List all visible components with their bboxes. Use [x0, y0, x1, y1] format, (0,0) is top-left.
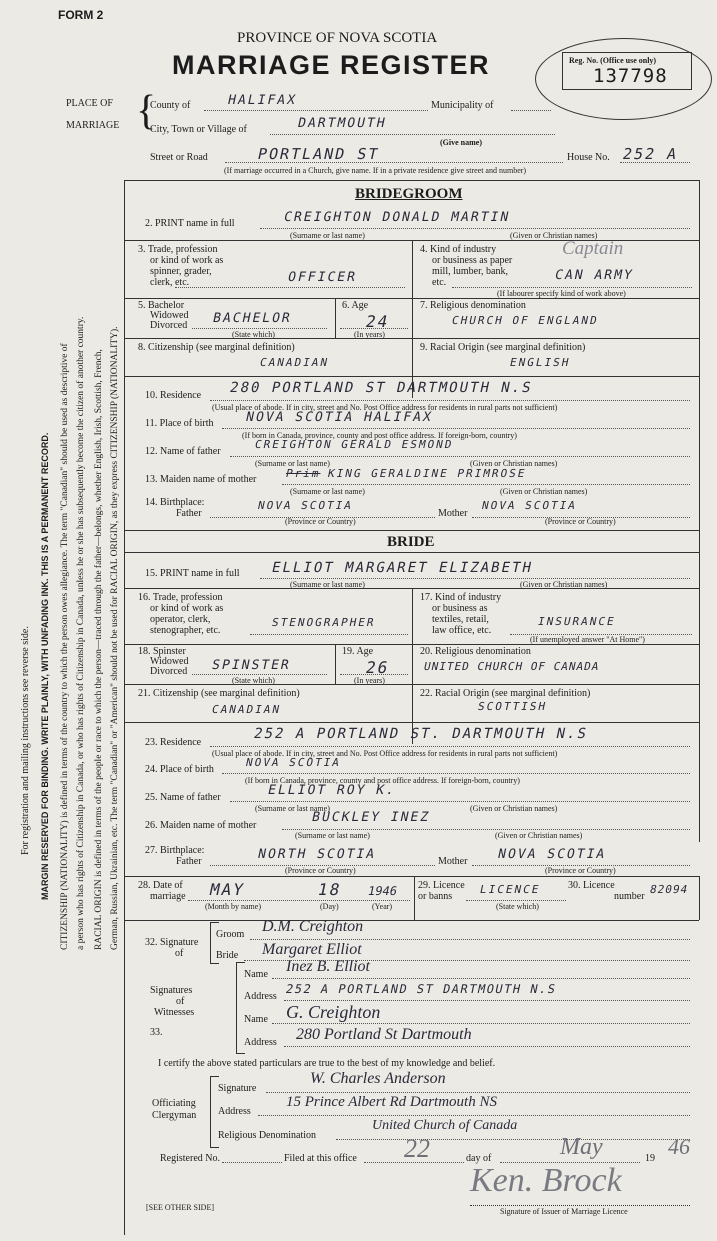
bride-heading: BRIDE	[387, 534, 435, 550]
issuer-signature: Ken. Brock	[470, 1162, 622, 1199]
bride-name-label: 15. PRINT name in full	[145, 568, 240, 579]
groom-religion: CHURCH OF ENGLAND	[450, 314, 600, 327]
groom-name: CREIGHTON DONALD MARTIN	[282, 210, 512, 225]
bride-mother-birthplace: NOVA SCOTIA	[496, 847, 608, 862]
marriage-year-hint: (Year)	[372, 902, 393, 911]
w2-name-label: Name	[244, 1014, 268, 1025]
registered-label: Registered No.	[160, 1153, 220, 1164]
bride-birthplace-father-label: Father	[176, 856, 202, 867]
witness-label-a: Signatures	[150, 985, 193, 996]
sig-label-b: of	[175, 948, 184, 959]
licence-label-a: 29. Licence	[418, 880, 465, 891]
bride-trade-label-b: or kind of work as	[150, 603, 224, 614]
bride-residence: 252 A PORTLAND ST. DARTMOUTH N.S	[252, 726, 590, 742]
groom-industry-hint: (If labourer specify kind of work above)	[497, 289, 626, 298]
bride-trade-label-a: 16. Trade, profession	[138, 592, 223, 603]
brace-icon: {	[136, 88, 157, 134]
groom-birth-label: 11. Place of birth	[145, 418, 214, 429]
clergy-address: 15 Prince Albert Rd Dartmouth NS	[286, 1094, 497, 1110]
bride-trade-label-c: operator, clerk,	[150, 614, 211, 625]
groom-residence-hint: (Usual place of abode. If in city, street and No. Post Office address for residents in rural parts not sufficient)	[212, 403, 558, 412]
give-name-hint: (Give name)	[440, 138, 482, 147]
groom-trade-label-d: clerk, etc.	[150, 277, 190, 288]
bride-citizenship: CANADIAN	[210, 703, 283, 716]
clergy-label-b: Clergyman	[152, 1110, 197, 1121]
groom-heading: BRIDEGROOM	[355, 186, 463, 202]
stamp-oval	[535, 38, 712, 120]
groom-given-hint: (Given or Christian names)	[510, 231, 598, 240]
w2-name: G. Creighton	[286, 1002, 381, 1022]
bride-birth: NOVA SCOTIA	[244, 756, 343, 769]
margin-line-5: RACIAL ORIGIN is defined in terms of the people or race to which the person—traced through the father—belongs, whether English, Irish, Scottish, French,	[94, 349, 104, 950]
groom-mother-label: 13. Maiden name of mother	[145, 474, 257, 485]
bride-father-given-hint: (Given or Christian names)	[470, 804, 558, 813]
bride-industry-label-c: textiles, retail,	[432, 614, 489, 625]
place-note: (If marriage occurred in a Church, give name. If in a private residence give street and number)	[224, 166, 527, 175]
bride-status-label-c: Divorced	[150, 666, 188, 677]
bride-racial: SCOTTISH	[476, 700, 549, 713]
groom-age-label: 6. Age	[342, 300, 369, 311]
bride-industry-label-b: or business as	[432, 603, 488, 614]
groom-trade-label-b: or kind of work as	[150, 255, 224, 266]
witness-number: 33.	[150, 1027, 163, 1038]
groom-citizenship: CANADIAN	[258, 356, 331, 369]
county-value: HALIFAX	[226, 93, 299, 108]
groom-age: 24	[363, 312, 392, 331]
groom-trade-label-a: 3. Trade, profession	[138, 244, 218, 255]
margin-line-2: MARGIN RESERVED FOR BINDING. WRITE PLAINLY, WITH UNFADING INK. THIS IS A PERMANENT RECORD.	[40, 432, 50, 900]
bride-birthplace-mother-label: Mother	[438, 856, 468, 867]
groom-trade: OFFICER	[286, 270, 359, 285]
bride-racial-label: 22. Racial Origin (see marginal definition)	[420, 688, 591, 699]
bride-given-hint: (Given or Christian names)	[520, 580, 608, 589]
filed-month: May	[560, 1134, 603, 1160]
groom-mother-birthplace: NOVA SCOTIA	[480, 499, 579, 512]
groom-in-years: (In years)	[354, 330, 385, 339]
groom-industry-label-d: etc.	[432, 277, 447, 288]
clergy-sig-label: Signature	[218, 1083, 257, 1094]
marriage-date-label-b: marriage	[150, 891, 186, 902]
w2-address: 280 Portland St Dartmouth	[296, 1026, 472, 1043]
clergy-address-label: Address	[218, 1106, 251, 1117]
groom-mother-struck: Prim	[284, 467, 322, 480]
marriage-date-label-a: 28. Date of	[138, 880, 183, 891]
form-number: FORM 2	[58, 8, 104, 22]
bride-industry-label-a: 17. Kind of industry	[420, 592, 502, 603]
groom-status-label-b: Widowed	[150, 310, 189, 321]
bride-surname-hint: (Surname or last name)	[290, 580, 365, 589]
witness-label-b: of	[176, 996, 185, 1007]
licence-number-label-b: number	[614, 891, 645, 902]
groom-sig-label: Groom	[216, 929, 245, 940]
groom-industry-2: CAN ARMY	[553, 268, 636, 283]
groom-status-label-a: 5. Bachelor	[138, 300, 185, 311]
groom-state-which: (State which)	[232, 330, 275, 339]
bride-father-prov-hint: (Province or Country)	[285, 866, 356, 875]
bride-mother-given-hint: (Given or Christian names)	[495, 831, 583, 840]
groom-mother-prov-hint: (Province or Country)	[545, 517, 616, 526]
filed-year: 46	[668, 1134, 690, 1159]
w1-address: 252 A PORTLAND ST DARTMOUTH N.S	[284, 982, 558, 996]
bride-state-which: (State which)	[232, 676, 275, 685]
groom-religion-label: 7. Religious denomination	[420, 300, 526, 311]
bride-mother-surname-hint: (Surname or last name)	[295, 831, 370, 840]
bride-father: ELLIOT ROY K.	[266, 783, 398, 798]
bride-sig-label: Bride	[216, 950, 239, 961]
groom-status-label-c: Divorced	[150, 320, 188, 331]
sig-label-a: 32. Signature	[145, 937, 199, 948]
groom-father-given-hint: (Given or Christian names)	[470, 459, 558, 468]
groom-birth: NOVA SCOTIA HALIFAX	[244, 410, 435, 425]
municipality-label: Municipality of	[431, 100, 494, 111]
bride-birth-label: 24. Place of birth	[145, 764, 214, 775]
clergy-religion-label: Religious Denomination	[218, 1130, 317, 1141]
licence-value: LICENCE	[478, 883, 542, 896]
marriage-day-hint: (Day)	[320, 902, 339, 911]
county-label: County of	[150, 100, 191, 111]
bride-mother-prov-hint: (Province or Country)	[545, 866, 616, 875]
bride-in-years: (In years)	[354, 676, 385, 685]
bride-age-label: 19. Age	[342, 646, 374, 657]
w1-name-label: Name	[244, 969, 268, 980]
clergy-label-a: Officiating	[152, 1098, 196, 1109]
groom-surname-hint: (Surname or last name)	[290, 231, 365, 240]
bride-residence-hint: (Usual place of abode. If in city, street and No. Post Office address for residents in rural parts not sufficient)	[212, 749, 558, 758]
groom-mother-given-hint: (Given or Christian names)	[500, 487, 588, 496]
bride-citizenship-label: 21. Citizenship (see marginal definition)	[138, 688, 300, 699]
filed-label: Filed at this office	[284, 1153, 357, 1164]
bride-mother-label: 26. Maiden name of mother	[145, 820, 257, 831]
w1-address-label: Address	[244, 991, 277, 1002]
bride-signature: Margaret Elliot	[262, 941, 362, 958]
certify-text: I certify the above stated particulars are true to the best of my knowledge and belief.	[158, 1058, 496, 1069]
bride-status-label-b: Widowed	[150, 656, 189, 667]
groom-racial-label: 9. Racial Origin (see marginal definition)	[420, 342, 586, 353]
groom-industry-label-a: 4. Kind of industry	[420, 244, 497, 255]
groom-birthplace-father-label: Father	[176, 508, 202, 519]
bride-industry-hint: (If unemployed answer "At Home")	[530, 635, 645, 644]
groom-industry-1: Captain	[562, 238, 624, 259]
marriage-month-hint: (Month by name)	[205, 902, 261, 911]
margin-line-6: German, Russian, Ukrainian, etc. The term "Canadian" or "American" should not be used for RACIAL ORIGIN, as they express CITIZENSHIP (NATIONALITY).	[110, 326, 120, 950]
groom-industry-label-b: or business as paper	[432, 255, 513, 266]
clergy-religion: United Church of Canada	[372, 1118, 518, 1133]
groom-father-birthplace: NOVA SCOTIA	[256, 499, 355, 512]
margin-line-4: a person who has rights of Citizenship in Canada, or who has rights of Citizenship in Canada, unless he or she has subsequently become the citizen of another country.	[76, 316, 86, 950]
street-value: PORTLAND ST	[256, 145, 382, 163]
licence-label-b: or banns	[418, 891, 453, 902]
marriage-day: 18	[315, 880, 344, 899]
groom-father-label: 12. Name of father	[145, 446, 221, 457]
groom-birth-hint: (If born in Canada, province, county and post office address. If foreign-born, country)	[242, 431, 517, 440]
house-value: 252 A	[621, 145, 681, 163]
bride-status-label-a: 18. Spinster	[138, 646, 186, 657]
bride-status: SPINSTER	[210, 658, 293, 673]
page-title: MARRIAGE REGISTER	[172, 50, 491, 80]
bride-birth-hint: (If born in Canada, province, county and post office address. If foreign-born, country)	[245, 776, 520, 785]
groom-status: BACHELOR	[211, 311, 294, 326]
city-value: DARTMOUTH	[296, 116, 389, 131]
groom-racial: ENGLISH	[508, 356, 572, 369]
street-label: Street or Road	[150, 152, 208, 163]
bride-name: ELLIOT MARGARET ELIZABETH	[270, 560, 535, 576]
groom-birthplace-mother-label: Mother	[438, 508, 468, 519]
groom-mother: KING GERALDINE PRIMROSE	[326, 467, 528, 480]
margin-line-3: CITIZENSHIP (NATIONALITY) is defined in terms of the country to which the person owes allegiance. The term "Canadian" should be used as descriptive of	[60, 343, 70, 950]
year-prefix: 19	[645, 1153, 655, 1164]
bride-father-surname-hint: (Surname or last name)	[255, 804, 330, 813]
marriage-month: MAY	[207, 880, 247, 899]
bride-industry: INSURANCE	[536, 615, 617, 628]
w2-address-label: Address	[244, 1037, 277, 1048]
bride-birthplace-label: 27. Birthplace:	[145, 845, 205, 856]
groom-trade-label-c: spinner, grader,	[150, 266, 212, 277]
bride-religion-label: 20. Religious denomination	[420, 646, 531, 657]
groom-father-prov-hint: (Province or Country)	[285, 517, 356, 526]
groom-name-label: 2. PRINT name in full	[145, 218, 235, 229]
groom-birthplace-label: 14. Birthplace:	[145, 497, 205, 508]
bride-industry-label-d: law office, etc.	[432, 625, 492, 636]
bride-age: 26	[363, 658, 392, 677]
groom-industry-label-c: mill, lumber, bank,	[432, 266, 508, 277]
day-of-label: day of	[466, 1153, 492, 1164]
bride-mother: BUCKLEY INEZ	[310, 810, 432, 825]
groom-father: CREIGHTON GERALD ESMOND	[253, 438, 455, 451]
licence-hint: (State which)	[496, 902, 539, 911]
province-title: PROVINCE OF NOVA SCOTIA	[237, 30, 438, 46]
bride-trade: STENOGRAPHER	[270, 616, 377, 629]
witness-label-c: Witnesses	[154, 1007, 195, 1018]
filed-day: 22	[404, 1134, 430, 1163]
bride-father-label: 25. Name of father	[145, 792, 221, 803]
bride-trade-label-d: stenographer, etc.	[150, 625, 221, 636]
groom-mother-surname-hint: (Surname or last name)	[290, 487, 365, 496]
groom-residence: 280 PORTLAND ST DARTMOUTH N.S	[228, 380, 535, 396]
reg-no-label: Reg. No. (Office use only)	[569, 56, 657, 65]
city-label: City, Town or Village of	[150, 124, 247, 135]
place-label-2: MARRIAGE	[66, 120, 120, 131]
groom-father-surname-hint: (Surname or last name)	[255, 459, 330, 468]
reg-no-value: 137798	[593, 65, 668, 87]
marriage-year: 1946	[366, 884, 399, 898]
margin-line-1: For registration and mailing instructions see reverse side.	[20, 626, 31, 855]
w1-name: Inez B. Elliot	[286, 958, 370, 975]
groom-signature: D.M. Creighton	[262, 918, 364, 935]
house-label: House No.	[567, 152, 610, 163]
bride-father-birthplace: NORTH SCOTIA	[256, 847, 378, 862]
bride-religion: UNITED CHURCH OF CANADA	[422, 660, 601, 673]
licence-number: 82094	[648, 883, 690, 896]
groom-citizenship-label: 8. Citizenship (see marginal definition)	[138, 342, 295, 353]
see-other-side: [SEE OTHER SIDE]	[146, 1203, 214, 1212]
bride-residence-label: 23. Residence	[145, 737, 202, 748]
issuer-label: Signature of Issuer of Marriage Licence	[500, 1207, 628, 1216]
groom-residence-label: 10. Residence	[145, 390, 202, 401]
licence-number-label-a: 30. Licence	[568, 880, 615, 891]
place-label-1: PLACE OF	[66, 98, 113, 109]
clergy-signature: W. Charles Anderson	[310, 1070, 446, 1087]
